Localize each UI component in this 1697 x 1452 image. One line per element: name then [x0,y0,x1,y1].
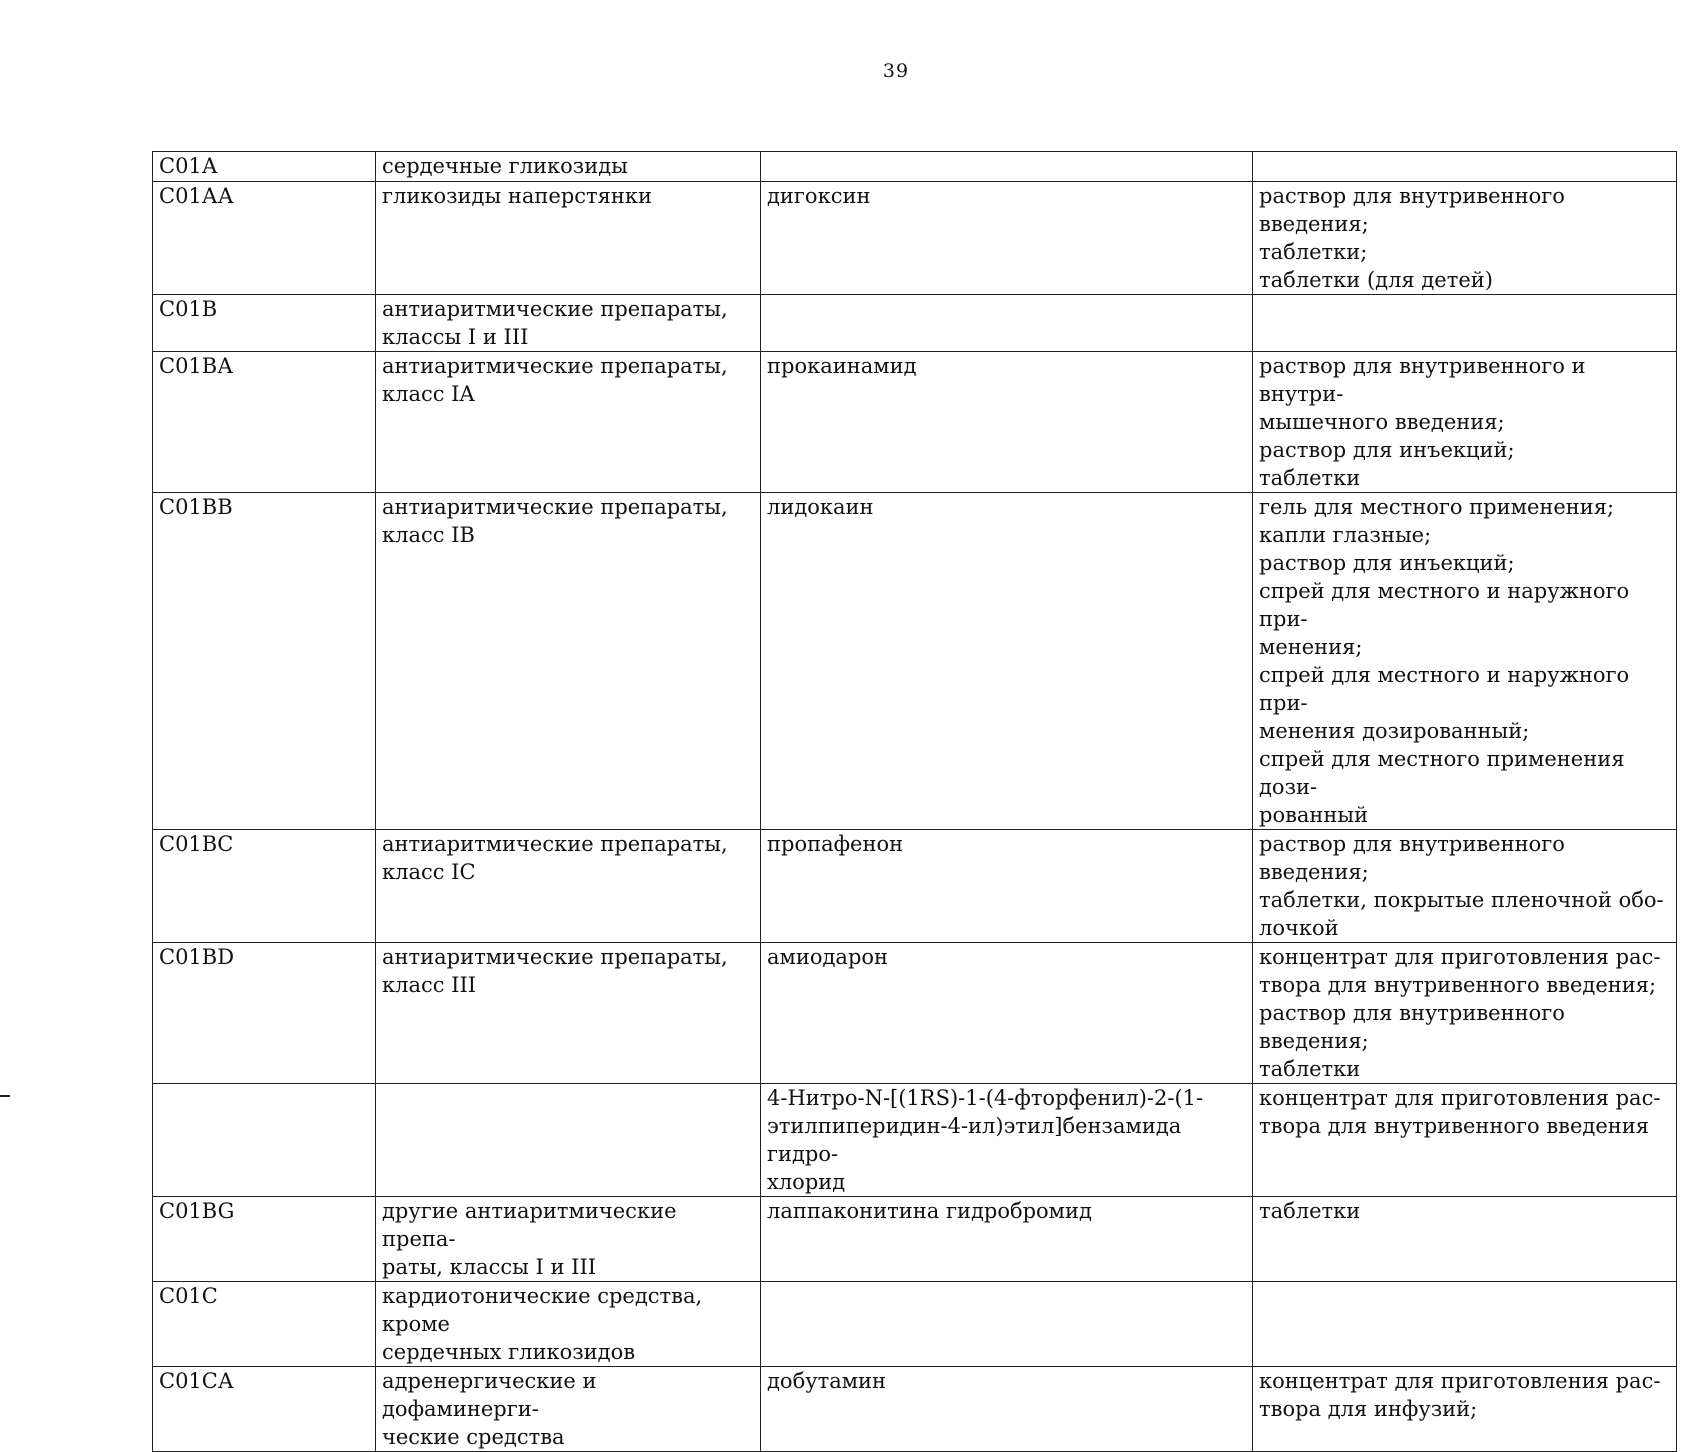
atc-code-cell [153,1084,376,1197]
dosage-form-cell: раствор для внутривенного и внутри- мышечного введения; раствор для инъекций; таблетки [1253,352,1677,493]
table-row [153,352,1677,493]
drug-name-cell: добутамин [761,1367,1253,1452]
group-name-cell: антиаритмические препараты, класс IA [376,352,761,493]
group-name-cell: антиаритмические препараты, класс III [376,943,761,1084]
drug-name-cell: пропафенон [761,830,1253,943]
atc-code-cell: С01АА [153,182,376,295]
table-row [153,1367,1677,1452]
dosage-form-cell [1253,152,1677,182]
dosage-form-cell [1253,1282,1677,1367]
dosage-form-cell: концентрат для приготовления рас- твора для инфузий; [1253,1367,1677,1452]
group-name-cell: адренергические и дофаминерги- ческие средства [376,1367,761,1452]
drug-classification-table [152,151,1677,1452]
table-row [153,295,1677,352]
table-row [153,830,1677,943]
group-name-cell: кардиотонические средства, кроме сердечных гликозидов [376,1282,761,1367]
dosage-form-cell: раствор для внутривенного введения; таблетки, покрытые пленочной обо- лочкой [1253,830,1677,943]
drug-name-cell [761,295,1253,352]
table-row [153,943,1677,1084]
atc-code-cell: С01BD [153,943,376,1084]
table-row [153,1084,1677,1197]
drug-name-cell: амиодарон [761,943,1253,1084]
dosage-form-cell: концентрат для приготовления рас- твора для внутривенного введения; раствор для внутривенного введения; таблетки [1253,943,1677,1084]
group-name-cell: антиаритмические препараты, классы I и III [376,295,761,352]
drug-name-cell [761,152,1253,182]
group-name-cell: гликозиды наперстянки [376,182,761,295]
table-body [153,152,1677,1452]
dosage-form-cell [1253,295,1677,352]
drug-name-cell [761,1282,1253,1367]
group-name-cell: антиаритмические препараты, класс IC [376,830,761,943]
atc-code-cell: С01В [153,295,376,352]
drug-name-cell: лидокаин [761,493,1253,830]
group-name-cell: антиаритмические препараты, класс IB [376,493,761,830]
dosage-form-cell: концентрат для приготовления рас- твора для внутривенного введения [1253,1084,1677,1197]
drug-name-cell: 4-Нитро-N-[(1RS)-1-(4-фторфенил)-2-(1- этилпиперидин-4-ил)этил]бензамида гидро- хлорид [761,1084,1253,1197]
page-number: 39 [882,60,910,82]
table-row [153,152,1677,182]
table-row [153,493,1677,830]
group-name-cell [376,1084,761,1197]
group-name-cell: другие антиаритмические препа- раты, классы I и III [376,1197,761,1282]
table-row [153,1282,1677,1367]
atc-code-cell: С01ВС [153,830,376,943]
drug-name-cell: прокаинамид [761,352,1253,493]
margin-mark [0,1095,10,1097]
atc-code-cell: С01С [153,1282,376,1367]
atc-code-cell: С01А [153,152,376,182]
group-name-cell: сердечные гликозиды [376,152,761,182]
atc-code-cell: С01ВВ [153,493,376,830]
drug-name-cell: дигоксин [761,182,1253,295]
dosage-form-cell: гель для местного применения; капли глазные; раствор для инъекций; спрей для местного и наружного при- менения; спрей для местного и наружного при- менения дозированный; спрей для местного применения дози- рованный [1253,493,1677,830]
table-row [153,182,1677,295]
atc-code-cell: С01ВА [153,352,376,493]
dosage-form-cell: таблетки [1253,1197,1677,1282]
drug-name-cell: лаппаконитина гидробромид [761,1197,1253,1282]
atc-code-cell: C01BG [153,1197,376,1282]
table-row [153,1197,1677,1282]
dosage-form-cell: раствор для внутривенного введения; таблетки; таблетки (для детей) [1253,182,1677,295]
atc-code-cell: С01СА [153,1367,376,1452]
